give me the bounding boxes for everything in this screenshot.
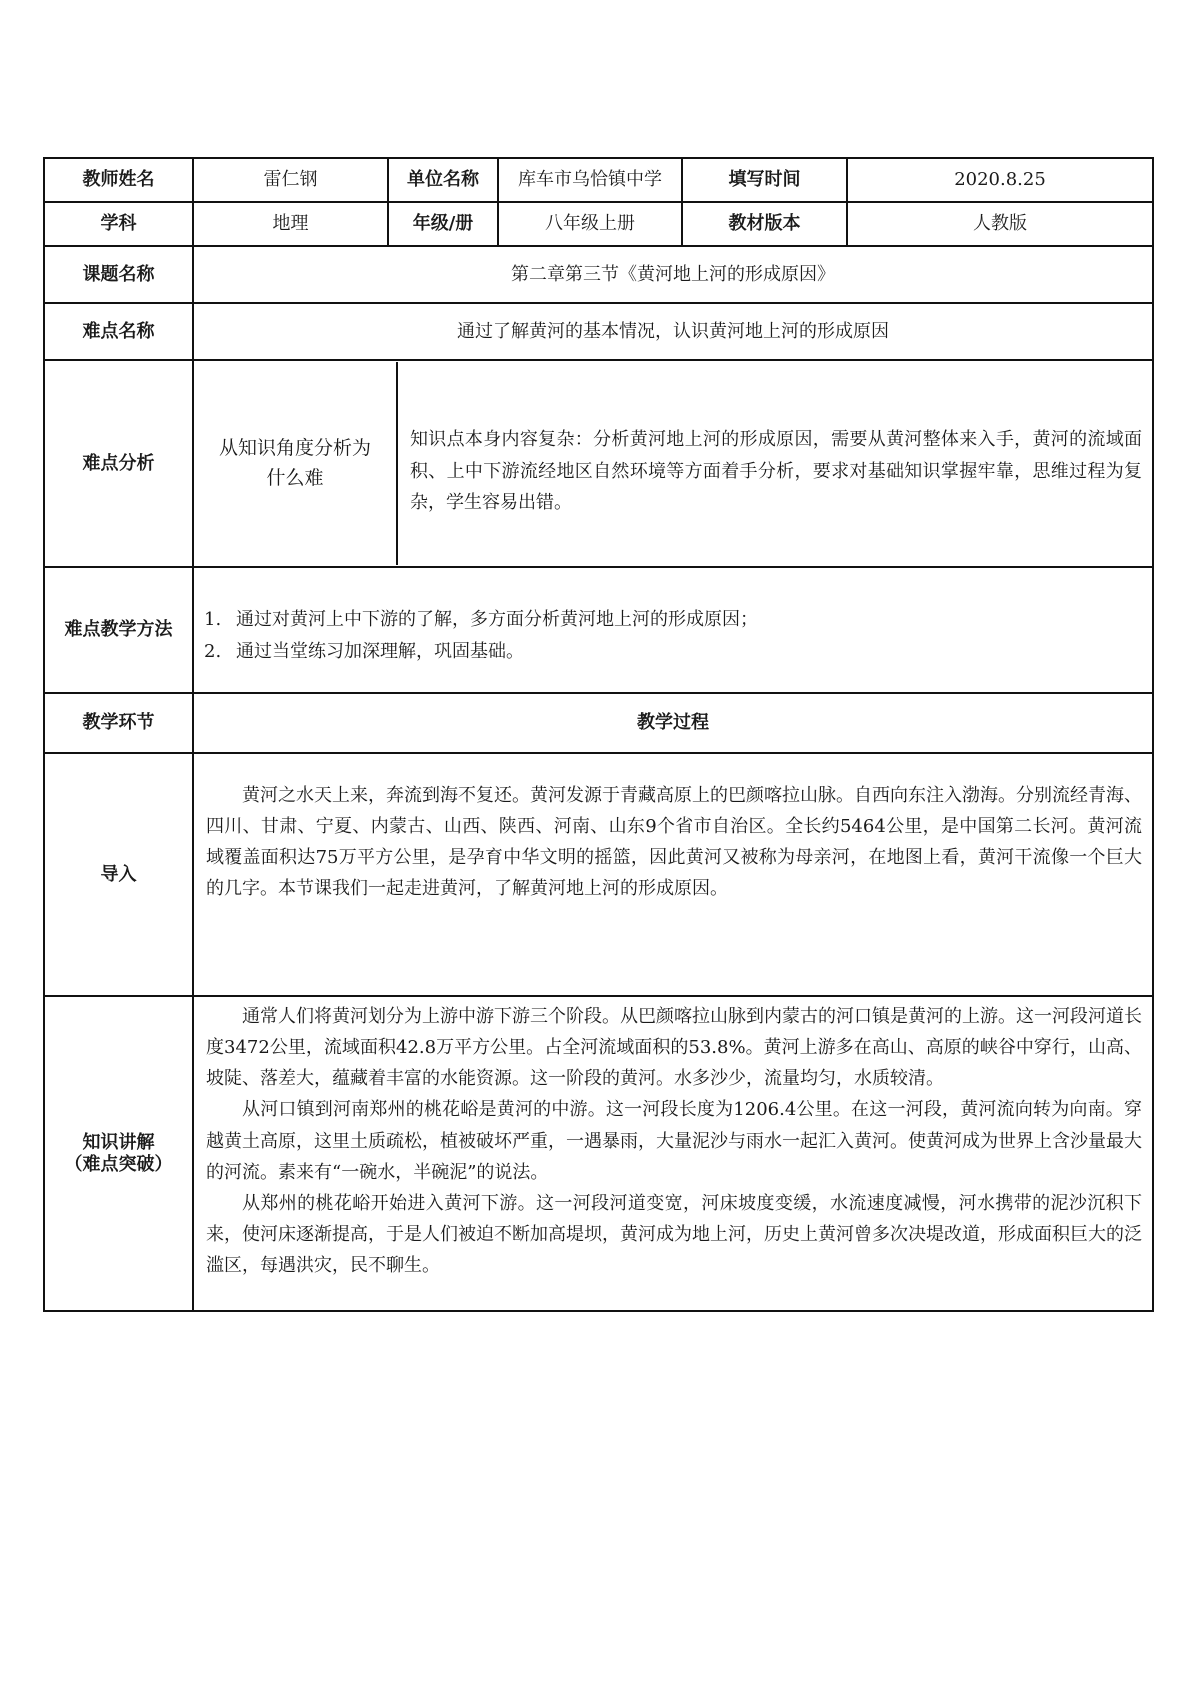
intro-paragraph: 黄河之水天上来，奔流到海不复还。黄河发源于青藏高原上的巴颜喀拉山脉。自西向东注入渤海。分别流经青海、四川、甘肃、宁夏、内蒙古、山西、陕西、河南、山东9个省市自治区。全长约5464公里，是中国第二长河。黄河流域覆盖面积达75万平方公里，是孕育中华文明的摇篮，因此黄河又被称为母亲河，在地图上看，黄河干流像一个巨大的几字。本节课我们一起走进黄河，了解黄河地上河的形成原因。 bbox=[206, 785, 1142, 900]
analysis-inner-table bbox=[194, 362, 1152, 565]
analysis-angle-label bbox=[194, 362, 397, 565]
difficulty-label: 难点名称 bbox=[44, 303, 193, 360]
method-content-cell bbox=[193, 567, 1153, 693]
info-row-2 bbox=[44, 202, 1153, 246]
unit-name-label: 单位名称 bbox=[388, 158, 498, 202]
fill-date-label: 填写时间 bbox=[682, 158, 847, 202]
method-item-number: 2. bbox=[204, 641, 222, 663]
method-item bbox=[204, 636, 1152, 668]
topic-row bbox=[44, 246, 1153, 303]
method-item bbox=[204, 604, 1152, 636]
knowledge-content-cell bbox=[193, 996, 1153, 1311]
knowledge-label bbox=[44, 996, 193, 1311]
knowledge-label-line2: （难点突破） bbox=[64, 1153, 173, 1175]
knowledge-paragraph-upper: 通常人们将黄河划分为上游中游下游三个阶段。从巴颜喀拉山脉到内蒙古的河口镇是黄河的上游。这一河段河道长度3472公里，流域面积42.8万平方公里。占全河流域面积的53.8%。黄河上游多在高山、高原的峡谷中穿行，山高、坡陡、落差大，蕴藏着丰富的水能资源。这一阶段的黄河。水多沙少，流量均匀，水质较清。 bbox=[206, 1006, 1142, 1090]
subject-value: 地理 bbox=[193, 202, 388, 246]
grade-label: 年级/册 bbox=[388, 202, 498, 246]
process-header-row bbox=[44, 693, 1153, 753]
method-item-text: 通过当堂练习加深理解，巩固基础。 bbox=[236, 641, 524, 663]
analysis-text: 知识点本身内容复杂：分析黄河地上河的形成原因，需要从黄河整体来入手，黄河的流域面积、上中下游流经地区自然环境等方面着手分析，要求对基础知识掌握牢靠，思维过程为复杂，学生容易出错。 bbox=[410, 429, 1142, 513]
method-item-text: 通过对黄河上中下游的了解，多方面分析黄河地上河的形成原因； bbox=[236, 609, 758, 630]
knowledge-paragraph-lower: 从郑州的桃花峪开始进入黄河下游。这一河段河道变宽，河床坡度变缓，水流速度减慢，河水携带的泥沙沉积下来，使河床逐渐提高，于是人们被迫不断加高堤坝，黄河成为地上河，历史上黄河曾多次决堤改道，形成面积巨大的泛滥区，每遇洪灾，民不聊生。 bbox=[206, 1192, 1142, 1276]
method-label: 难点教学方法 bbox=[44, 567, 193, 693]
unit-name-value: 库车市乌恰镇中学 bbox=[498, 158, 682, 202]
method-item-number: 1. bbox=[204, 609, 222, 630]
edition-label: 教材版本 bbox=[682, 202, 847, 246]
teacher-name-label: 教师姓名 bbox=[44, 158, 193, 202]
intro-row bbox=[44, 753, 1153, 996]
knowledge-paragraph-middle: 从河口镇到河南郑州的桃花峪是黄河的中游。这一河段长度为1206.4公里。在这一河段，黄河流向转为向南。穿越黄土高原，这里土质疏松，植被破坏严重，一遇暴雨，大量泥沙与雨水一起汇入黄河。使黄河成为世界上含沙量最大的河流。素来有“一碗水，半碗泥”的说法。 bbox=[206, 1099, 1142, 1183]
teacher-name-value: 雷仁钢 bbox=[193, 158, 388, 202]
info-row-1 bbox=[44, 158, 1153, 202]
analysis-angle-line2: 什么难 bbox=[266, 466, 324, 489]
teaching-process-heading: 教学过程 bbox=[193, 693, 1153, 753]
knowledge-row bbox=[44, 996, 1153, 1311]
knowledge-label-line1: 知识讲解 bbox=[82, 1131, 155, 1153]
edition-value: 人教版 bbox=[847, 202, 1153, 246]
topic-value: 第二章第三节《黄河地上河的形成原因》 bbox=[193, 246, 1153, 303]
difficulty-value: 通过了解黄河的基本情况，认识黄河地上河的形成原因 bbox=[193, 303, 1153, 360]
subject-label: 学科 bbox=[44, 202, 193, 246]
method-row bbox=[44, 567, 1153, 693]
analysis-row bbox=[44, 360, 1153, 567]
analysis-content-cell bbox=[193, 360, 1153, 567]
method-list bbox=[194, 568, 1152, 683]
grade-value: 八年级上册 bbox=[498, 202, 682, 246]
analysis-label: 难点分析 bbox=[44, 360, 193, 567]
intro-content-cell bbox=[193, 753, 1153, 996]
analysis-angle-line1: 从知识角度分析为 bbox=[218, 437, 371, 460]
topic-label: 课题名称 bbox=[44, 246, 193, 303]
fill-date-value: 2020.8.25 bbox=[847, 158, 1153, 202]
intro-label: 导入 bbox=[44, 753, 193, 996]
teaching-stage-label: 教学环节 bbox=[44, 693, 193, 753]
difficulty-row bbox=[44, 303, 1153, 360]
lesson-plan-table bbox=[43, 157, 1154, 1312]
